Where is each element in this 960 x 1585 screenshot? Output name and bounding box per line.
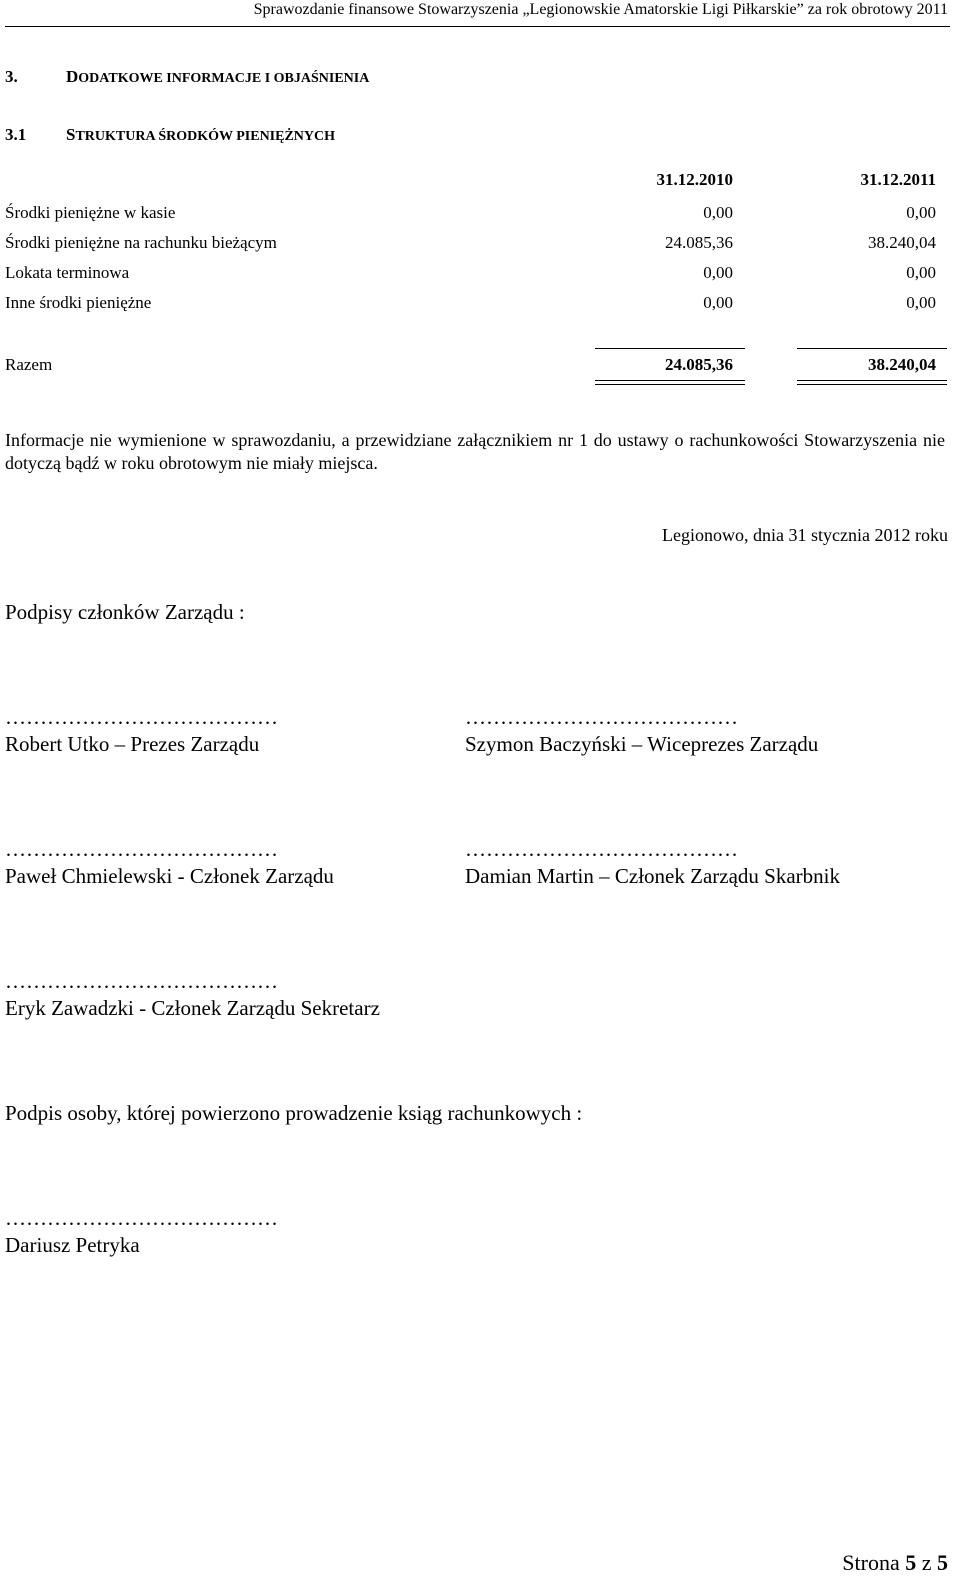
total-rule-2010 <box>595 348 745 349</box>
total-label: Razem <box>5 355 53 374</box>
column-header-2011: 31.12.2011 <box>860 170 936 189</box>
signature-name-president: Robert Utko – Prezes Zarządu <box>5 732 260 756</box>
subsection-title: STRUKTURA ŚRODKÓW PIENIĘŻNYCH <box>66 125 336 144</box>
double-rule-2011 <box>797 380 947 381</box>
signature-name-vice-president: Szymon Baczyński – Wiceprezes Zarządu <box>465 732 819 756</box>
signature-name-member: Paweł Chmielewski - Członek Zarządu <box>5 864 334 888</box>
signature-line: ………………………………… <box>5 837 278 861</box>
double-rule-2010 <box>595 384 745 385</box>
signature-line: ………………………………… <box>465 705 738 729</box>
total-cell-2010: 24.085,36 <box>665 355 733 374</box>
table-cell-2010: 24.085,36 <box>665 233 733 252</box>
table-row-label: Środki pieniężne na rachunku bieżącym <box>5 233 277 252</box>
table-row-label: Środki pieniężne w kasie <box>5 203 176 222</box>
signature-line: ………………………………… <box>5 1206 278 1230</box>
double-rule-2010 <box>595 380 745 381</box>
accountant-name: Dariusz Petryka <box>5 1233 140 1257</box>
info-paragraph: Informacje nie wymienione w sprawozdaniu, a przewidziane załącznikiem nr 1 do ustawy o rachunkowości Stowarzyszenia nie dotyczą bądź w roku obrotowym nie miały miejsca. <box>5 430 945 473</box>
table-cell-2011: 0,00 <box>906 263 936 282</box>
total-cell-2011: 38.240,04 <box>868 355 936 374</box>
board-signatures-heading: Podpisy członków Zarządu : <box>5 600 245 624</box>
table-cell-2011: 0,00 <box>906 203 936 222</box>
signature-line: ………………………………… <box>465 837 738 861</box>
signature-name-secretary: Eryk Zawadzki - Członek Zarządu Sekretarz <box>5 996 380 1020</box>
double-rule-2011 <box>797 384 947 385</box>
table-cell-2010: 0,00 <box>703 203 733 222</box>
subsection-number: 3.1 <box>5 125 27 144</box>
table-cell-2010: 0,00 <box>703 263 733 282</box>
header-rule <box>5 26 950 27</box>
accountant-heading: Podpis osoby, której powierzono prowadzenie ksiąg rachunkowych : <box>5 1101 583 1125</box>
page-header: Sprawozdanie finansowe Stowarzyszenia „Legionowskie Amatorskie Ligi Piłkarskie” za rok obrotowy 2011 <box>253 1 948 18</box>
page-number: Strona 5 z 5 <box>842 1550 948 1575</box>
place-date: Legionowo, dnia 31 stycznia 2012 roku <box>662 525 948 545</box>
table-cell-2011: 38.240,04 <box>868 233 936 252</box>
section-number: 3. <box>5 67 18 86</box>
table-row-label: Lokata terminowa <box>5 263 130 282</box>
total-rule-2011 <box>797 348 947 349</box>
table-cell-2010: 0,00 <box>703 293 733 312</box>
column-header-2010: 31.12.2010 <box>656 170 733 189</box>
signature-line: ………………………………… <box>5 705 278 729</box>
table-row-label: Inne środki pieniężne <box>5 293 152 312</box>
table-cell-2011: 0,00 <box>906 293 936 312</box>
signature-line: ………………………………… <box>5 969 278 993</box>
section-title: DODATKOWE INFORMACJE I OBJAŚNIENIA <box>66 67 370 86</box>
signature-name-treasurer: Damian Martin – Członek Zarządu Skarbnik <box>465 864 840 888</box>
